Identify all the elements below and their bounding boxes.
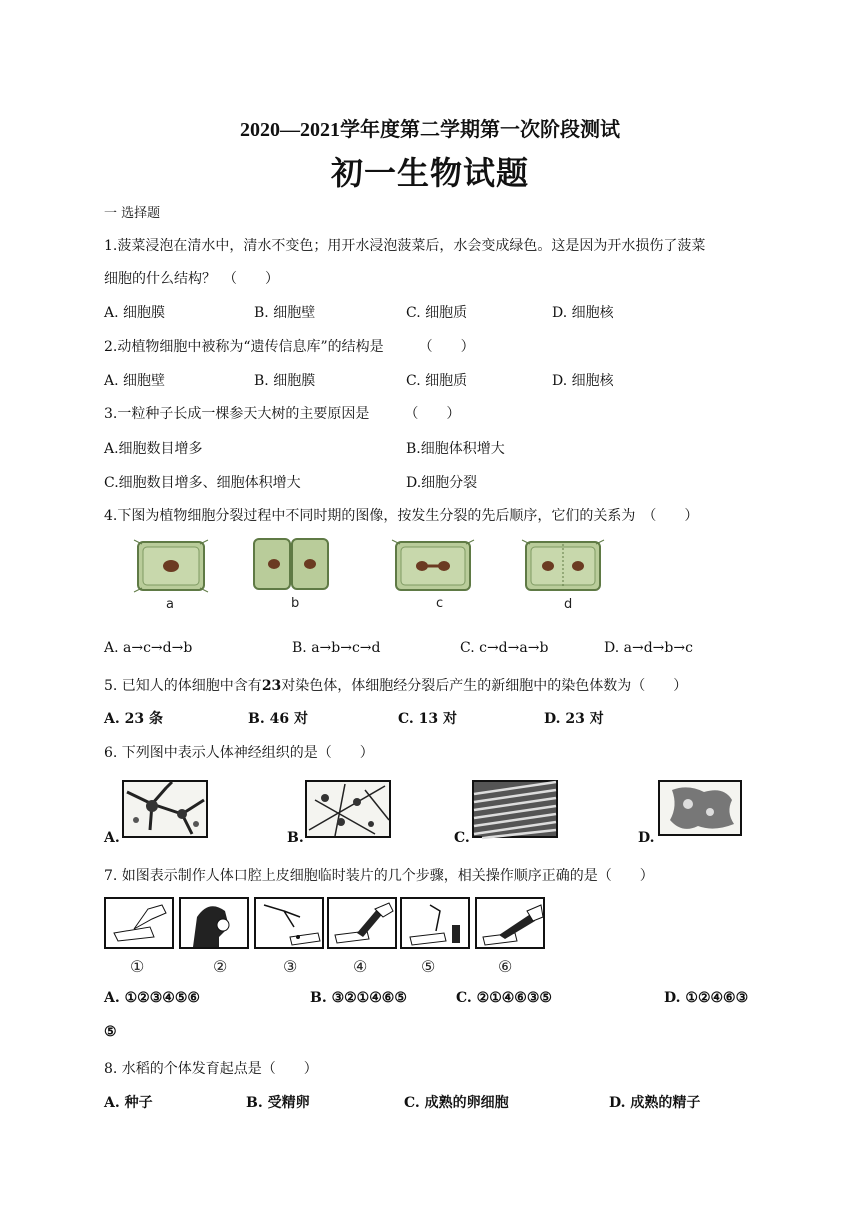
q1-option-c: C. 细胞质 (406, 305, 468, 321)
step-label-3: ③ (283, 957, 298, 976)
step-label-6: ⑥ (498, 957, 513, 976)
step-label-4: ④ (353, 957, 368, 976)
cell-figure-c (392, 538, 474, 594)
q7-stem: 7. 如图表示制作人体口腔上皮细胞临时装片的几个步骤，相关操作顺序正确的是（ ） (104, 868, 654, 884)
section-heading: 一 选择题 (104, 206, 161, 221)
q6-option-b: B. (287, 830, 304, 846)
cell-label-a: a (166, 597, 174, 612)
cell-figure-a (134, 538, 210, 594)
q4-option-c: C. c→d→a→b (460, 640, 549, 656)
q2-option-c: C. 细胞质 (406, 373, 468, 389)
step-image-3 (254, 897, 324, 949)
q7-option-a: A. ①②③④⑤⑥ (104, 990, 200, 1006)
q1-option-a: A. 细胞膜 (104, 305, 166, 321)
q2-stem: 2.动植物细胞中被称为“遗传信息库”的结构是 （ ） (104, 339, 475, 355)
q8-stem: 8. 水稻的个体发育起点是（ ） (104, 1061, 318, 1077)
tissue-image-b (305, 780, 391, 838)
q4-stem: 4.下图为植物细胞分裂过程中不同时期的图像，按发生分裂的先后顺序，它们的关系为 （ ） (104, 508, 699, 524)
step-label-2: ② (213, 957, 228, 976)
q7-option-d: D. ①②④⑥③ (664, 990, 749, 1006)
q8-option-d: D. 成熟的精子 (609, 1095, 701, 1111)
q5-option-a: A. 23 条 (104, 711, 163, 727)
q1-stem-line2: 细胞的什么结构？ （ ） (104, 271, 279, 287)
cell-label-d: d (564, 597, 573, 612)
q5-stem-prefix: 5. 已知人的体细胞中含有 (104, 678, 262, 694)
q3-option-d: D.细胞分裂 (406, 475, 478, 491)
tissue-image-a (122, 780, 208, 838)
q7-option-b: B. ③②①④⑥⑤ (310, 990, 407, 1006)
q7-option-c: C. ②①④⑥③⑤ (456, 990, 552, 1006)
q5-stem-suffix: 对染色体，体细胞经分裂后产生的新细胞中的染色体数为（ ） (281, 678, 688, 694)
q3-option-c: C.细胞数目增多、细胞体积增大 (104, 475, 301, 491)
q5-option-d: D. 23 对 (544, 711, 604, 727)
q3-stem: 3.一粒种子长成一棵参天大树的主要原因是 （ ） (104, 406, 461, 422)
q6-option-a: A. (104, 830, 120, 846)
q5-option-b: B. 46 对 (248, 711, 308, 727)
q6-option-c: C. (454, 830, 470, 846)
tissue-image-c (472, 780, 558, 838)
q5-stem (104, 675, 687, 695)
step-image-5 (400, 897, 470, 949)
cell-label-c: c (436, 596, 444, 611)
q4-option-b: B. a→b→c→d (292, 640, 381, 656)
step-image-6 (475, 897, 545, 949)
step-image-2 (179, 897, 249, 949)
step-image-4 (327, 897, 397, 949)
q1-stem-line1: 1.菠菜浸泡在清水中，清水不变色；用开水浸泡菠菜后，水会变成绿色。这是因为开水损伤了菠菜 (104, 238, 706, 254)
exam-subtitle: 初一生物试题 (330, 154, 529, 192)
step-label-1: ① (130, 957, 145, 976)
q3-option-b: B.细胞体积增大 (406, 441, 505, 457)
q2-option-b: B. 细胞膜 (254, 373, 316, 389)
q8-option-a: A. 种子 (104, 1095, 153, 1111)
q5-stem-number: 23 (261, 678, 282, 694)
cell-label-b: b (291, 596, 300, 611)
q6-option-d: D. (638, 830, 655, 846)
q4-option-a: A. a→c→d→b (104, 640, 193, 656)
q6-stem: 6. 下列图中表示人体神经组织的是（ ） (104, 745, 374, 761)
q4-option-d: D. a→d→b→c (604, 640, 693, 656)
q2-option-a: A. 细胞壁 (104, 373, 166, 389)
step-label-5: ⑤ (421, 957, 436, 976)
q1-option-b: B. 细胞壁 (254, 305, 316, 321)
step-image-1 (104, 897, 174, 949)
q1-option-d: D. 细胞核 (552, 305, 614, 321)
cell-figure-d (522, 538, 604, 594)
q2-option-d: D. 细胞核 (552, 373, 614, 389)
q8-option-b: B. 受精卵 (246, 1095, 310, 1111)
cell-figure-b (250, 535, 332, 595)
tissue-image-d (658, 780, 742, 836)
q5-option-c: C. 13 对 (398, 711, 458, 727)
q8-option-c: C. 成熟的卵细胞 (404, 1095, 509, 1111)
q3-option-a: A.细胞数目增多 (104, 441, 203, 457)
exam-title: 2020—2021学年度第二学期第一次阶段测试 (240, 119, 620, 141)
q7-option-d-wrap: ⑤ (104, 1024, 117, 1040)
